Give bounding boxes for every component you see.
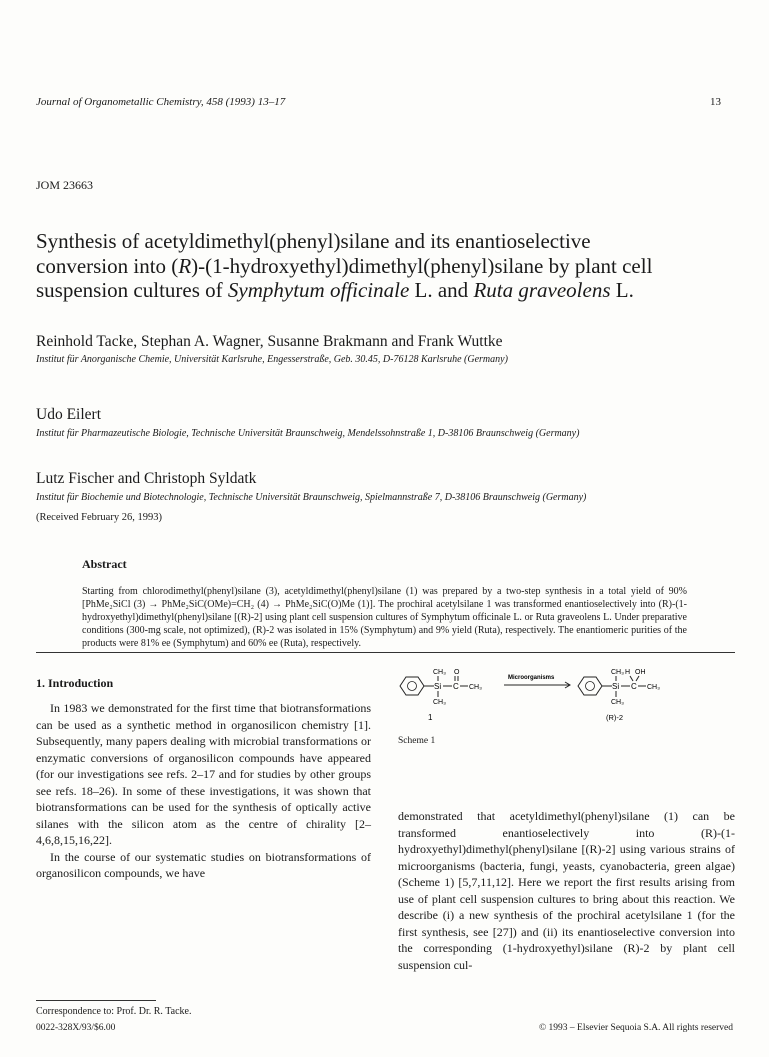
affiliation-3: Institut für Biochemie und Biotechnologie, Technische Universität Braunschweig, Spielmannstraße 7, D-38106 Braunschweig (Germany) xyxy=(36,492,587,503)
footnote-rule xyxy=(36,1000,156,1001)
section-divider xyxy=(36,652,735,653)
author-group-3: Lutz Fischer and Christoph Syldatk xyxy=(36,470,257,487)
introduction-right-column xyxy=(398,808,735,973)
svg-text:CH₃: CH₃ xyxy=(647,684,660,691)
svg-text:CH₃: CH₃ xyxy=(433,669,446,676)
scheme-caption: Scheme 1 xyxy=(398,736,436,746)
title-line-2a: conversion into ( xyxy=(36,253,179,278)
svg-text:H: H xyxy=(625,669,631,676)
jom-id: JOM 23663 xyxy=(36,178,94,192)
title-line-2b: )-(1-hydroxyethyl)dimethyl(phenyl)silane by plant cell xyxy=(191,253,653,278)
author-group-2: Udo Eilert xyxy=(36,406,101,423)
paper-title xyxy=(36,229,736,303)
copyright: © 1993 – Elsevier Sequoia S.A. All rights reserved xyxy=(538,1023,733,1033)
compound-1-label: 1 xyxy=(428,713,433,722)
introduction-heading: 1. Introduction xyxy=(36,676,114,690)
svg-text:CH₃: CH₃ xyxy=(611,669,624,676)
intro-paragraph-1: In 1983 we demonstrated for the first time that biotransformations can be used as a synthetic method in organosilicon chemistry [1]. Subsequently, many papers dealing with microbial transformations or enzymatic conversions of organosilicon compounds have appeared (for our investigations see refs. 2–17 and for studies by other groups see refs. 18–26). In some of these investigations, it was shown that biotransformations can be used for the synthesis of optically active silanes with the silicon atom as the centre of chirality [2–4,6,8,15,16,22]. xyxy=(36,701,371,847)
svg-text:CH₃: CH₃ xyxy=(469,684,482,691)
author-group-1: Reinhold Tacke, Stephan A. Wagner, Susanne Brakmann and Frank Wuttke xyxy=(36,333,503,350)
svg-text:CH₃: CH₃ xyxy=(611,699,624,706)
affiliation-2: Institut für Pharmazeutische Biologie, Technische Universität Braunschweig, Mendelssohnstraße 1, D-38106 Braunschweig (Germany) xyxy=(36,428,580,439)
received-date: (Received February 26, 1993) xyxy=(36,512,162,523)
title-r-symbol: R xyxy=(178,253,192,278)
intro-paragraph-2: In the course of our systematic studies on biotransformations of organosilicon compounds, we have xyxy=(36,849,371,880)
compound-r2-label: (R)-2 xyxy=(606,713,624,722)
title-line-1: Synthesis of acetyldimethyl(phenyl)silane and its enantioselective xyxy=(36,229,591,253)
title-species-2: Ruta graveolens xyxy=(473,278,611,302)
scheme-1-diagram xyxy=(398,668,738,740)
introduction-left-column xyxy=(36,700,371,882)
compound-r2-structure xyxy=(578,669,660,722)
svg-text:CH₃: CH₃ xyxy=(433,699,446,706)
title-line-3a: suspension cultures of xyxy=(36,278,228,302)
title-species-1: Symphytum officinale xyxy=(227,278,410,302)
compound-1-structure xyxy=(400,669,482,722)
issn-price: 0022-328X/93/$6.00 xyxy=(36,1023,116,1033)
page-number: 13 xyxy=(710,96,721,108)
affiliation-1: Institut für Anorganische Chemie, Universität Karlsruhe, Engesserstraße, Geb. 30.45, D-76128 Karlsruhe (Germany) xyxy=(36,354,508,365)
intro-right-paragraph: demonstrated that acetyldimethyl(phenyl)silane (1) can be transformed enantioselectively into (R)-(1-hydroxyethyl)dimethyl(phenyl)silane [(R)-2] using various strains of microorganisms (bacteria, fungi, yeasts, cyanobacteria, green algae) (Scheme 1) [5,7,11,12]. Here we report the first results arising from use of plant cell suspension cultures to bring about this reaction. We describe (i) a new synthesis of the prochiral acetylsilane 1 (for the first synthesis, see [27]) and (ii) its enantioselective conversion into the corresponding (1-hydroxyethyl)silane (R)-2 by plant cell suspension cul- xyxy=(398,809,735,972)
title-line-3c: L. xyxy=(610,278,634,302)
svg-text:Si: Si xyxy=(612,682,620,691)
abstract-text: Starting from chlorodimethyl(phenyl)silane (3), acetyldimethyl(phenyl)silane (1) was prepared by a two-step synthesis in a total yield of 90% [PhMe₂SiCl (3) → PhMe₂SiC(OMe)=CH₂ (4) → PhMe₂SiC(O)Me (1)]. The prochiral acetylsilane 1 was transformed enantioselectively into (R)-(1-hydroxyethyl)dimethyl(phenyl)silane [(R)-2] using plant cell suspension cultures of Symphytum officinale L. or Ruta graveolens L. Under preparative conditions (300-mg scale, not optimized), (R)-2 was isolated in 15% (Symphytum) and 9% yield (Ruta), respectively. The enantiomeric purities of the products were 81% ee (Symphytum) and 60% ee (Ruta), respectively. xyxy=(82,586,687,649)
svg-text:C: C xyxy=(631,682,637,691)
svg-text:C: C xyxy=(453,682,459,691)
svg-text:Si: Si xyxy=(434,682,442,691)
arrow-label: Microorganisms xyxy=(508,675,555,681)
svg-text:OH: OH xyxy=(635,669,646,676)
title-line-3b: L. and xyxy=(409,278,474,302)
journal-citation: Journal of Organometallic Chemistry, 458 (1993) 13–17 xyxy=(36,96,286,108)
correspondence-footnote: Correspondence to: Prof. Dr. R. Tacke. xyxy=(36,1006,192,1017)
abstract-heading: Abstract xyxy=(82,557,127,571)
svg-text:O: O xyxy=(454,669,460,676)
reaction-arrow xyxy=(504,675,570,688)
